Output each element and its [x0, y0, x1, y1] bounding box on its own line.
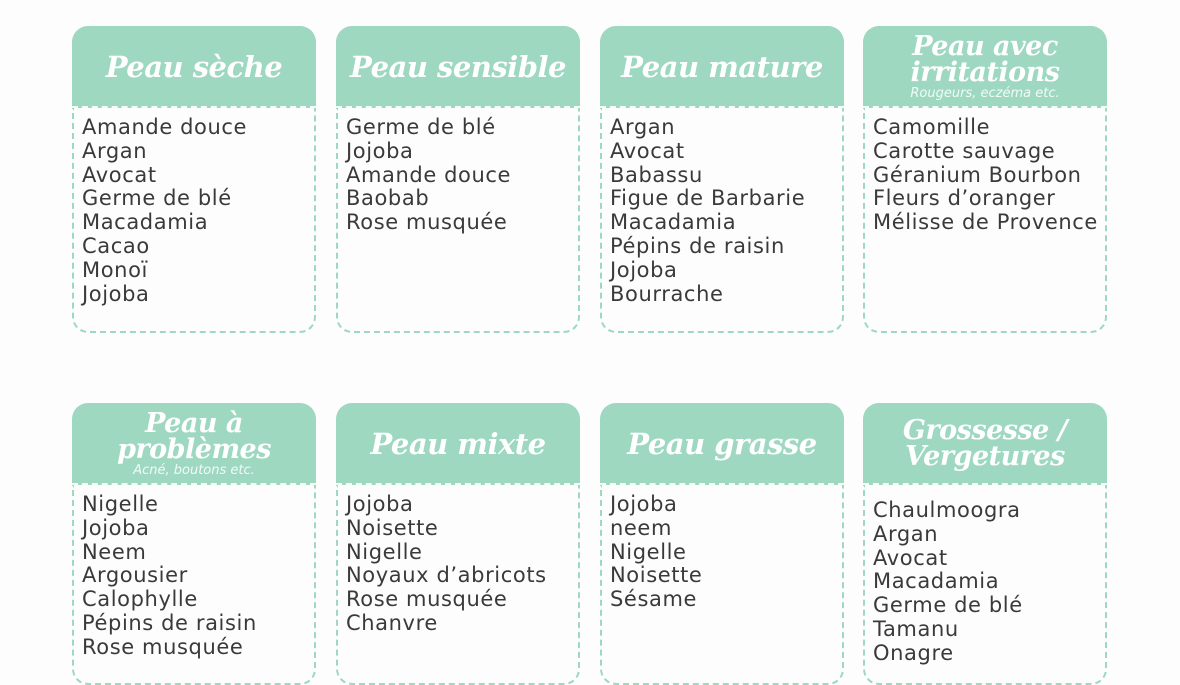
card-title: Grossesse / Vergetures [902, 415, 1068, 472]
list-item: Jojoba [610, 492, 678, 516]
card-body [72, 485, 316, 685]
list-item: Pépins de raisin [82, 610, 257, 635]
card-title: Peau avec irritations [910, 30, 1060, 88]
list-item: Chanvre [346, 610, 438, 635]
card-body [600, 108, 844, 333]
card-header [863, 403, 1107, 485]
card-title: Peau à problèmes [117, 407, 271, 465]
card-peau-grasse [600, 403, 844, 650]
card-body [600, 485, 844, 685]
list-item: Germe de blé [82, 186, 232, 211]
card-peau-sensible [336, 26, 580, 333]
list-item: Rose musquée [82, 634, 244, 659]
card-title: Peau sensible [350, 49, 566, 84]
card-grossesse-vergetures [863, 403, 1107, 665]
list-item: Chaulmoogra [873, 498, 1021, 522]
list-item: Jojoba [346, 138, 414, 163]
card-header [72, 403, 316, 485]
list-item: Germe de blé [346, 115, 496, 139]
list-item: Jojoba [82, 281, 150, 306]
list-item: neem [610, 515, 673, 540]
card-peau-mature [600, 26, 844, 333]
list-item: Macadamia [82, 210, 209, 235]
list-item: Noisette [610, 563, 703, 588]
list-item: Neem [82, 539, 147, 564]
list-item: Argan [610, 115, 676, 139]
list-item: Mélisse de Provence [873, 210, 1098, 235]
list-item: Jojoba [346, 492, 414, 516]
list-item: Rose musquée [346, 587, 508, 612]
card-title: Peau mixte [370, 426, 546, 461]
list-item: Argan [873, 521, 939, 546]
list-item: Avocat [82, 162, 157, 187]
card-header [72, 26, 316, 108]
card-title: Peau mature [621, 49, 823, 84]
card-subtitle: Acné, boutons etc. [133, 462, 255, 478]
list-item: Avocat [610, 138, 685, 163]
list-item: Argan [82, 138, 148, 163]
card-header [336, 403, 580, 485]
card-body [336, 485, 580, 685]
card-header [600, 403, 844, 485]
list-item: Pépins de raisin [610, 233, 785, 258]
list-item: Baobab [346, 186, 430, 211]
card-body [336, 108, 580, 333]
list-item: Carotte sauvage [873, 138, 1056, 163]
card-body [72, 108, 316, 333]
list-item: Babassu [610, 162, 703, 187]
list-item: Fleurs d’oranger [873, 186, 1056, 211]
list-item: Nigelle [610, 539, 687, 564]
list-item: Bourrache [610, 281, 724, 306]
card-body [863, 485, 1107, 685]
card-peau-problemes [72, 403, 316, 659]
list-item: Nigelle [346, 539, 423, 564]
card-body [863, 108, 1107, 333]
card-title: Peau grasse [627, 426, 817, 461]
list-item: Onagre [873, 640, 954, 665]
list-item: Amande douce [82, 115, 248, 139]
card-header [600, 26, 844, 108]
list-item: Avocat [873, 545, 948, 570]
list-item: Calophylle [82, 587, 198, 612]
list-item: Cacao [82, 233, 150, 258]
list-item: Noyaux d’abricots [346, 563, 547, 588]
list-item: Jojoba [610, 257, 678, 282]
card-title: Peau sèche [105, 49, 283, 84]
card-peau-seche [72, 26, 316, 333]
list-item: Figue de Barbarie [610, 186, 806, 211]
list-item: Germe de blé [873, 593, 1023, 618]
card-subtitle: Rougeurs, eczéma etc. [910, 85, 1060, 101]
list-item: Géranium Bourbon [873, 162, 1082, 187]
list-item: Macadamia [873, 569, 1000, 594]
list-item: Rose musquée [346, 210, 508, 235]
list-item: Macadamia [610, 210, 737, 235]
card-header [336, 26, 580, 108]
list-item: Nigelle [82, 492, 159, 516]
card-peau-mixte [336, 403, 580, 650]
list-item: Sésame [610, 587, 698, 612]
list-item: Noisette [346, 515, 439, 540]
list-item: Tamanu [873, 616, 959, 641]
list-item: Argousier [82, 563, 188, 588]
list-item: Monoï [82, 257, 148, 282]
list-item: Camomille [873, 115, 991, 139]
list-item: Jojoba [82, 515, 150, 540]
list-item: Amande douce [346, 162, 512, 187]
card-peau-irritations [863, 26, 1107, 333]
card-header [863, 26, 1107, 108]
